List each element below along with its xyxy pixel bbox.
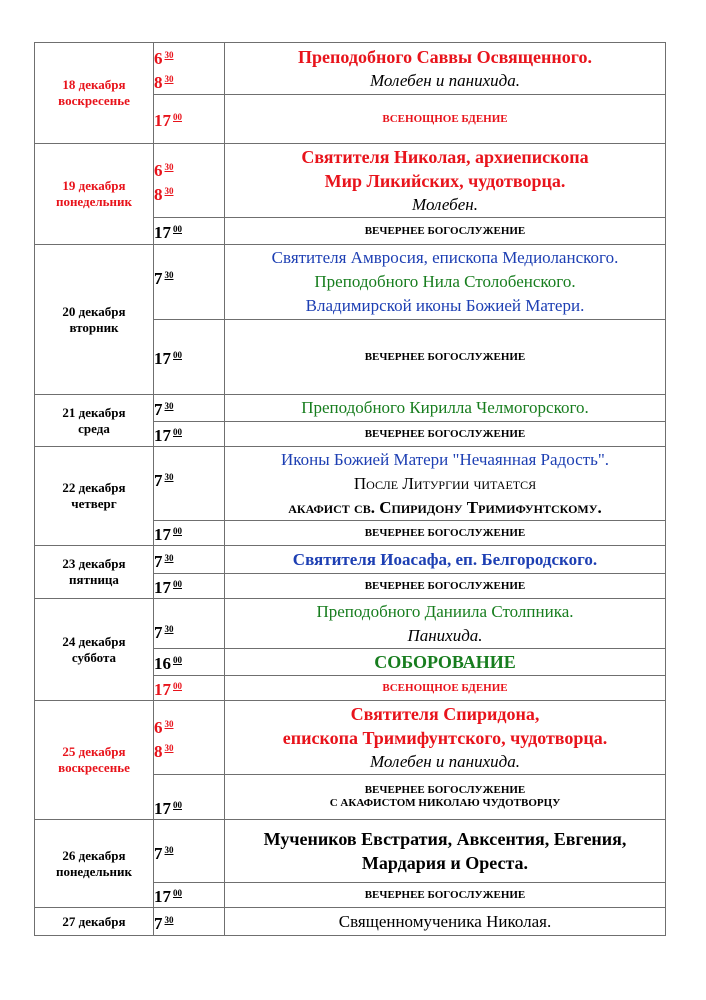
service-description: [225, 320, 666, 395]
service-description: [225, 422, 666, 447]
time-minutes: 30: [164, 624, 174, 634]
service-description: [225, 820, 666, 883]
time-cell: [154, 320, 225, 395]
weekday-label: понедельник: [55, 863, 133, 879]
time-hour: 7: [154, 623, 163, 642]
time-minutes: 30: [164, 73, 174, 84]
time-minutes: 00: [173, 526, 182, 536]
service-description: [225, 649, 666, 676]
schedule-row: [35, 701, 666, 775]
time-cell: [154, 574, 225, 599]
service-description: [225, 245, 666, 320]
service-description: [225, 546, 666, 574]
service-time: [154, 574, 224, 598]
time-minutes: 30: [164, 742, 174, 753]
time-minutes: 30: [164, 552, 174, 563]
weekday-label: воскресенье: [58, 93, 130, 108]
service-line: Святителя Амвросия, епископа Медиоланского.: [271, 248, 619, 267]
time-hour: 17: [154, 426, 171, 445]
service-time: [154, 714, 224, 738]
service-line: Мардария и Ореста.: [361, 853, 529, 873]
time-hour: 17: [154, 578, 171, 597]
service-description: [225, 908, 666, 936]
service-description: [225, 144, 666, 218]
date-label: 26 декабря: [62, 847, 126, 863]
service-line: ВЕЧЕРНЕЕ БОГОСЛУЖЕНИЕ: [364, 579, 526, 592]
time-hour: 7: [154, 913, 163, 933]
service-time: [154, 795, 224, 819]
service-time: [154, 910, 224, 934]
time-minutes: 30: [164, 270, 174, 280]
service-line: Преподобного Кирилла Челмогорского.: [301, 398, 589, 417]
day-cell: [35, 701, 154, 820]
time-hour: 6: [154, 160, 163, 180]
service-description: [225, 701, 666, 775]
service-description: [225, 43, 666, 95]
service-time: [154, 548, 224, 572]
service-description: [225, 447, 666, 521]
date-label: 18 декабря: [62, 77, 126, 92]
service-time: [154, 107, 224, 131]
time-cell: [154, 883, 225, 908]
service-time: [154, 521, 224, 545]
time-hour: 17: [154, 680, 171, 699]
service-description: [225, 218, 666, 245]
date-label: 25 декабря: [62, 744, 126, 759]
time-minutes: 00: [173, 800, 182, 810]
service-time: [154, 619, 224, 643]
service-line: ВЕЧЕРНЕЕ БОГОСЛУЖЕНИЕ: [364, 784, 526, 796]
service-description: [225, 599, 666, 649]
time-hour: 7: [154, 269, 163, 288]
day-cell: [35, 395, 154, 447]
time-cell: [154, 395, 225, 422]
service-line: Панихида.: [407, 625, 483, 645]
time-hour: 7: [154, 844, 163, 863]
time-hour: 7: [154, 551, 163, 571]
time-minutes: 00: [173, 681, 182, 691]
service-time: [154, 840, 224, 864]
service-description: [225, 521, 666, 546]
time-cell: [154, 447, 225, 521]
service-line: епископа Тримифунтского, чудотворца.: [282, 727, 608, 748]
date-label: 19 декабря: [62, 178, 126, 193]
date-label: 20 декабря: [62, 303, 126, 319]
time-cell: [154, 245, 225, 320]
schedule-row: [35, 447, 666, 521]
service-time: [154, 345, 224, 369]
service-time: [154, 738, 224, 762]
schedule-row: [35, 820, 666, 883]
service-time: [154, 650, 224, 674]
service-line: акафист св. Спиридону Тримифунтскому.: [288, 497, 602, 517]
service-line: Иконы Божией Матери "Нечаянная Радость".: [280, 449, 610, 469]
service-line: Молебен и панихида.: [369, 751, 520, 771]
day-cell: [35, 447, 154, 546]
schedule-row: [35, 599, 666, 649]
service-line: ВСЕНОЩНОЕ БДЕНИЕ: [382, 112, 508, 125]
date-label: 24 декабря: [62, 633, 126, 649]
time-minutes: 30: [164, 185, 174, 196]
weekday-label: вторник: [69, 319, 119, 335]
weekday-label: понедельник: [55, 194, 133, 209]
time-cell: [154, 676, 225, 701]
service-time: [154, 467, 224, 491]
service-line: ВЕЧЕРНЕЕ БОГОСЛУЖЕНИЕ: [364, 888, 526, 901]
schedule-body: [35, 43, 666, 936]
service-description: [225, 883, 666, 908]
day-cell: [35, 546, 154, 599]
service-description: [225, 676, 666, 701]
time-hour: 6: [154, 48, 163, 68]
time-minutes: 00: [173, 888, 182, 898]
service-time: [154, 157, 224, 181]
service-line: ВЕЧЕРНЕЕ БОГОСЛУЖЕНИЕ: [364, 427, 526, 440]
time-hour: 7: [154, 400, 163, 419]
service-time: [154, 265, 224, 289]
time-minutes: 30: [164, 401, 174, 411]
service-time: [154, 883, 224, 907]
service-time: [154, 422, 224, 446]
service-line: Святителя Иоасафа, еп. Белгородского.: [292, 549, 598, 569]
day-cell: [35, 908, 154, 936]
time-hour: 8: [154, 72, 163, 92]
time-minutes: 30: [164, 718, 174, 729]
schedule-row: [35, 43, 666, 95]
time-cell: [154, 521, 225, 546]
day-cell: [35, 245, 154, 395]
schedule-row: [35, 395, 666, 422]
service-description: [225, 574, 666, 599]
time-minutes: 30: [164, 49, 174, 60]
time-cell: [154, 218, 225, 245]
day-cell: [35, 820, 154, 908]
time-cell: [154, 599, 225, 649]
time-cell: [154, 144, 225, 218]
time-hour: 8: [154, 741, 163, 761]
day-cell: [35, 43, 154, 144]
time-cell: [154, 775, 225, 820]
schedule-table: [34, 42, 666, 936]
service-time: [154, 181, 224, 205]
time-cell: [154, 908, 225, 936]
service-line: Владимирской иконы Божией Матери.: [305, 296, 585, 315]
date-label: 23 декабря: [62, 556, 126, 571]
time-cell: [154, 95, 225, 144]
service-line: Мучеников Евстратия, Авксентия, Евгения,: [263, 829, 627, 849]
day-cell: [35, 144, 154, 245]
time-minutes: 30: [164, 914, 174, 925]
time-hour: 7: [154, 471, 163, 490]
time-minutes: 30: [164, 845, 174, 855]
service-time: [154, 676, 224, 700]
service-line: СОБОРОВАНИЕ: [374, 652, 516, 672]
time-hour: 17: [154, 223, 171, 242]
time-hour: 16: [154, 654, 171, 673]
service-line: После Литургии читается: [353, 473, 537, 493]
service-line: С АКАФИСТОМ НИКОЛАЮ ЧУДОТВОРЦУ: [329, 797, 561, 809]
weekday-label: суббота: [71, 649, 117, 665]
service-time: [154, 45, 224, 69]
service-line: Молебен.: [412, 194, 478, 214]
time-minutes: 00: [173, 427, 182, 437]
service-description: [225, 775, 666, 820]
weekday-label: пятница: [69, 572, 119, 587]
schedule-row: [35, 144, 666, 218]
service-line: Преподобного Нила Столобенского.: [314, 272, 576, 291]
date-label: 22 декабря: [62, 480, 126, 495]
service-line: Преподобного Саввы Освященного.: [298, 46, 592, 67]
service-line: Молебен и панихида.: [369, 70, 520, 90]
weekday-label: среда: [78, 420, 110, 436]
service-line: ВЕЧЕРНЕЕ БОГОСЛУЖЕНИЕ: [364, 350, 526, 363]
time-hour: 17: [154, 887, 171, 906]
service-line: Святителя Николая, архиепископа: [301, 146, 589, 167]
date-label: 27 декабря: [62, 913, 126, 929]
service-description: [225, 95, 666, 144]
day-cell: [35, 599, 154, 701]
time-minutes: 00: [173, 350, 182, 360]
time-cell: [154, 701, 225, 775]
date-label: 21 декабря: [62, 404, 126, 420]
service-time: [154, 396, 224, 420]
weekday-label: воскресенье: [58, 760, 130, 775]
time-hour: 17: [154, 111, 171, 130]
time-cell: [154, 546, 225, 574]
time-cell: [154, 649, 225, 676]
weekday-label: четверг: [71, 496, 117, 511]
service-time: [154, 69, 224, 93]
time-cell: [154, 43, 225, 95]
time-minutes: 00: [173, 655, 182, 665]
time-hour: 17: [154, 525, 171, 544]
time-cell: [154, 422, 225, 447]
service-line: ВЕЧЕРНЕЕ БОГОСЛУЖЕНИЕ: [364, 526, 526, 539]
schedule-row: [35, 546, 666, 574]
service-description: [225, 395, 666, 422]
service-line: Преподобного Даниила Столпника.: [316, 601, 574, 621]
time-hour: 17: [154, 799, 171, 818]
time-cell: [154, 820, 225, 883]
time-minutes: 00: [173, 112, 182, 122]
time-minutes: 30: [164, 161, 174, 172]
time-hour: 8: [154, 184, 163, 204]
service-line: ВСЕНОЩНОЕ БДЕНИЕ: [382, 681, 508, 694]
time-hour: 17: [154, 349, 171, 368]
service-line: ВЕЧЕРНЕЕ БОГОСЛУЖЕНИЕ: [364, 224, 526, 237]
time-minutes: 30: [164, 472, 174, 482]
service-line: Священномученика Николая.: [338, 911, 552, 931]
schedule-row: [35, 245, 666, 320]
service-time: [154, 219, 224, 243]
service-line: Святителя Спиридона,: [350, 703, 540, 724]
schedule-row: [35, 908, 666, 936]
time-hour: 6: [154, 717, 163, 737]
time-minutes: 00: [173, 579, 182, 589]
time-minutes: 00: [173, 224, 182, 234]
service-line: Мир Ликийских, чудотворца.: [324, 170, 566, 191]
